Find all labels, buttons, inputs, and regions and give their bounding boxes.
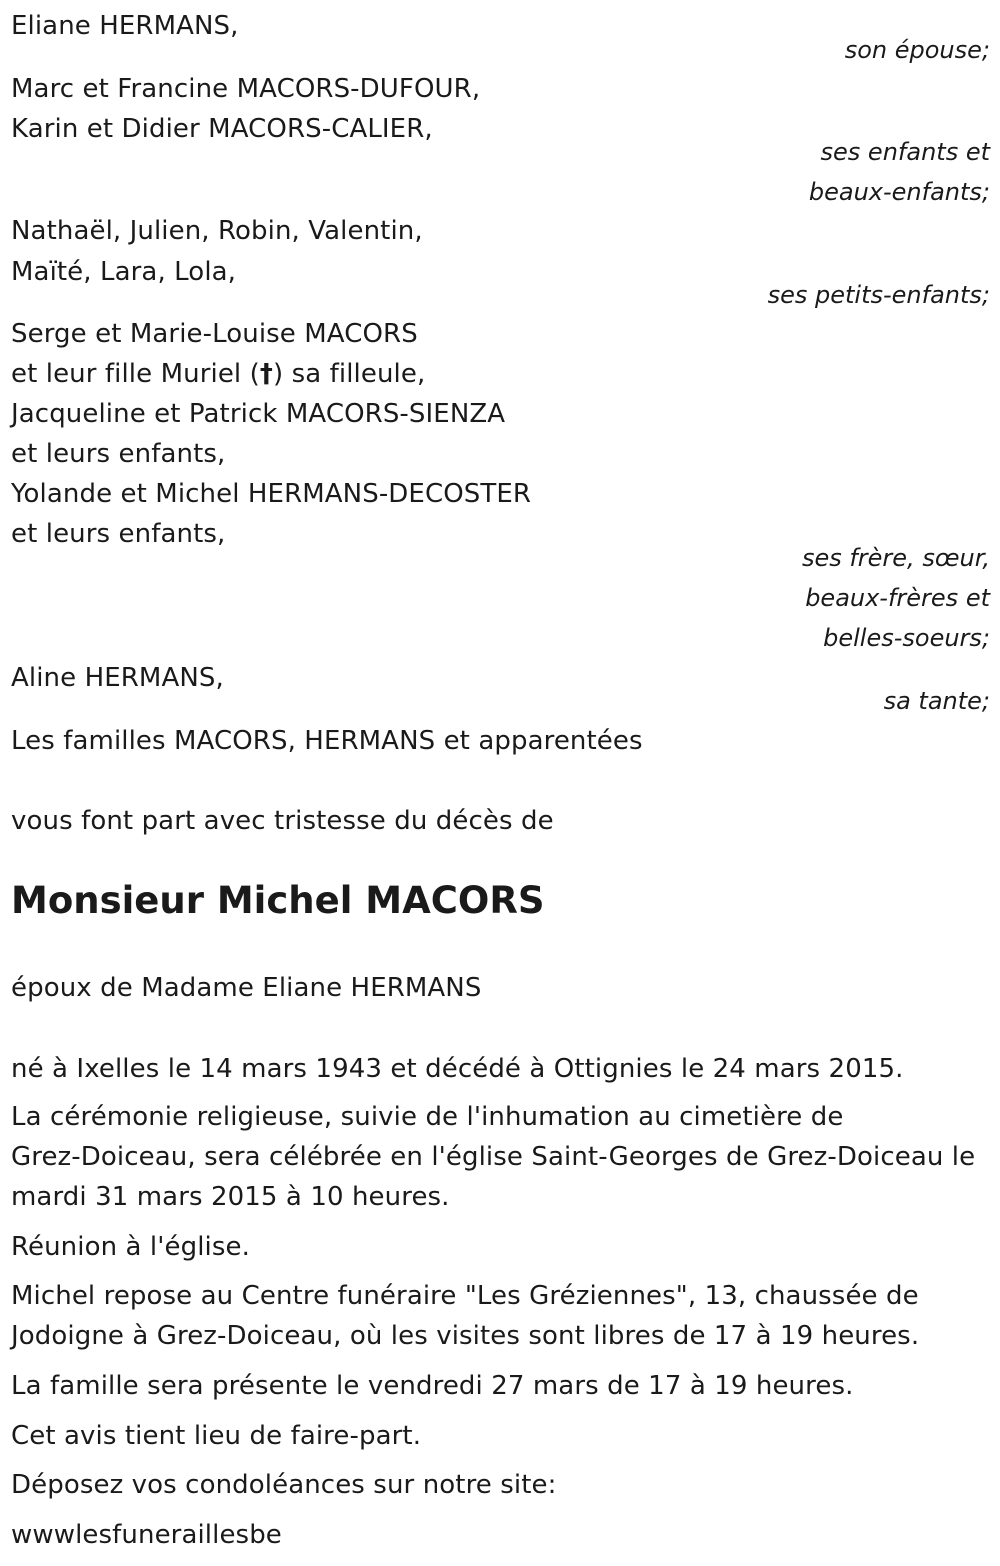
notice-text: Cet avis tient lieu de faire-part. xyxy=(11,1421,422,1451)
siblings-relation-line-1: ses frère, sœur, xyxy=(801,544,990,572)
grandchildren-line-2: Maïté, Lara, Lola, xyxy=(11,257,237,287)
sibling-line-1: Serge et Marie-Louise MACORS xyxy=(11,319,418,349)
ceremony-line-3: mardi 31 mars 2015 à 10 heures. xyxy=(11,1182,450,1212)
ceremony-line-1: La cérémonie religieuse, suivie de l'inhumation au cimetière de xyxy=(11,1102,844,1132)
condolences-text: Déposez vos condoléances sur notre site: xyxy=(11,1470,557,1500)
sibling-line-2 xyxy=(11,358,425,390)
grandchildren-line-1: Nathaël, Julien, Robin, Valentin, xyxy=(11,216,423,246)
sibling-line-2-before: et leur fille Muriel ( xyxy=(11,359,260,389)
sibling-line-3: Jacqueline et Patrick MACORS-SIENZA xyxy=(11,399,506,429)
cross-icon: † xyxy=(259,359,273,389)
deceased-name: Monsieur Michel MACORS xyxy=(11,879,545,922)
aunt-relation: sa tante; xyxy=(883,687,990,715)
spouse-relation: son épouse; xyxy=(844,36,990,64)
spouse-name: Eliane HERMANS, xyxy=(11,11,239,41)
spouse-of-text: époux de Madame Eliane HERMANS xyxy=(11,973,482,1003)
children-relation-line-2: beaux-enfants; xyxy=(808,178,990,206)
families-line: Les familles MACORS, HERMANS et apparentées xyxy=(11,726,643,756)
child-couple-2: Karin et Didier MACORS-CALIER, xyxy=(11,114,433,144)
children-relation-line-1: ses enfants et xyxy=(820,138,990,166)
siblings-relation-line-3: belles-soeurs; xyxy=(823,624,990,652)
child-couple-1: Marc et Francine MACORS-DUFOUR, xyxy=(11,74,481,104)
reunion-text: Réunion à l'église. xyxy=(11,1232,250,1262)
family-presence-text: La famille sera présente le vendredi 27 mars de 17 à 19 heures. xyxy=(11,1371,854,1401)
website-link[interactable]: wwwlesfuneraillesbe xyxy=(11,1520,282,1550)
ceremony-line-2: Grez-Doiceau, sera célébrée en l'église Saint-Georges de Grez-Doiceau le xyxy=(11,1142,976,1172)
announcement-text: vous font part avec tristesse du décès de xyxy=(11,806,554,836)
rest-line-2: Jodoigne à Grez-Doiceau, où les visites sont libres de 17 à 19 heures. xyxy=(11,1321,920,1351)
sibling-line-6: et leurs enfants, xyxy=(11,519,226,549)
rest-line-1: Michel repose au Centre funéraire "Les Gréziennes", 13, chaussée de xyxy=(11,1281,919,1311)
aunt-name: Aline HERMANS, xyxy=(11,663,224,693)
sibling-line-4: et leurs enfants, xyxy=(11,439,226,469)
siblings-relation-line-2: beaux-frères et xyxy=(805,584,990,612)
grandchildren-relation: ses petits-enfants; xyxy=(767,281,990,309)
sibling-line-2-after: ) sa filleule, xyxy=(272,359,426,389)
sibling-line-5: Yolande et Michel HERMANS-DECOSTER xyxy=(11,479,532,509)
birth-death-text: né à Ixelles le 14 mars 1943 et décédé à Ottignies le 24 mars 2015. xyxy=(11,1054,904,1084)
